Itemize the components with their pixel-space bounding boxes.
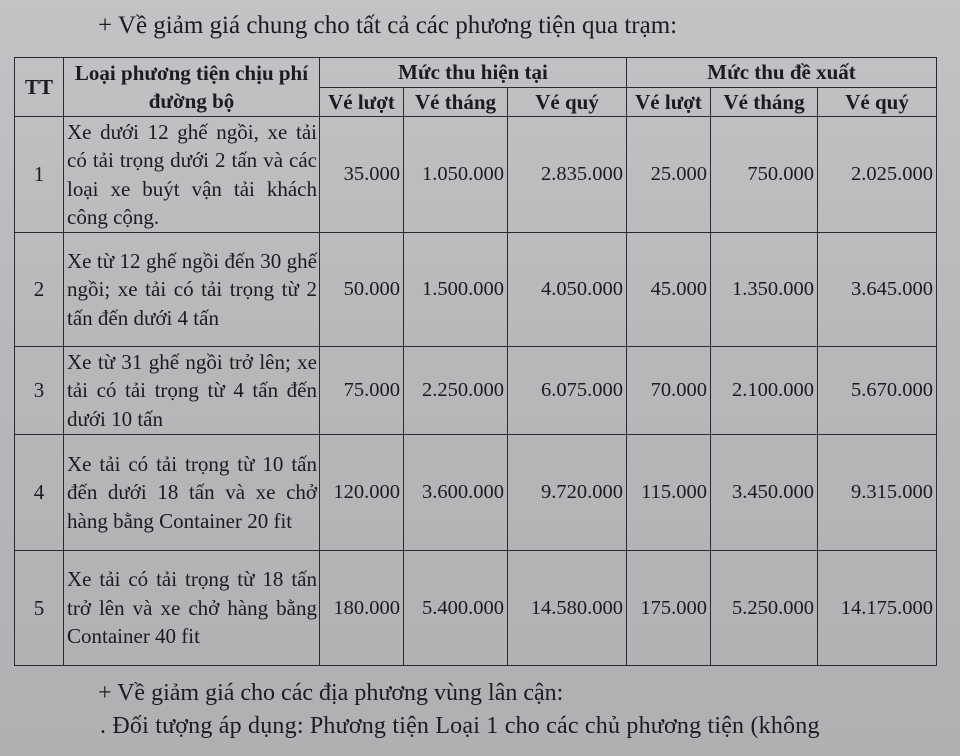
proposed-monthly-cell: 3.450.000 (711, 435, 818, 551)
vehicle-type-cell: Xe tải có tải trọng từ 10 tấn đến dưới 18 tấn và xe chở hàng bằng Container 20 fit (64, 435, 320, 551)
row-number: 4 (15, 435, 64, 551)
vehicle-type-cell: Xe từ 12 ghế ngồi đến 30 ghế ngồi; xe tải có tải trọng từ 2 tấn đến dưới 4 tấn (64, 233, 320, 347)
current-monthly-cell: 5.400.000 (404, 551, 508, 666)
row-number: 2 (15, 233, 64, 347)
table-row (15, 117, 937, 233)
body-text-line: . Đối tượng áp dụng: Phương tiện Loại 1 cho các chủ phương tiện (không (100, 713, 820, 739)
proposed-monthly-cell: 5.250.000 (711, 551, 818, 666)
proposed-single-cell: 175.000 (627, 551, 711, 666)
proposed-quarterly-cell: 3.645.000 (818, 233, 937, 347)
proposed-single-cell: 70.000 (627, 347, 711, 435)
current-single-cell: 35.000 (320, 117, 404, 233)
proposed-quarterly-cell: 2.025.000 (818, 117, 937, 233)
proposed-monthly-cell: 750.000 (711, 117, 818, 233)
current-single-cell: 180.000 (320, 551, 404, 666)
current-quarterly-cell: 14.580.000 (508, 551, 627, 666)
table-row (15, 551, 937, 666)
proposed-monthly-cell: 1.350.000 (711, 233, 818, 347)
proposed-quarterly-cell: 9.315.000 (818, 435, 937, 551)
header-proposed-quarterly: Vé quý (818, 88, 937, 117)
proposed-monthly-cell: 2.100.000 (711, 347, 818, 435)
row-number: 3 (15, 347, 64, 435)
current-monthly-cell: 2.250.000 (404, 347, 508, 435)
current-quarterly-cell: 2.835.000 (508, 117, 627, 233)
row-number: 1 (15, 117, 64, 233)
proposed-single-cell: 45.000 (627, 233, 711, 347)
header-current-single: Vé lượt (320, 88, 404, 117)
header-proposed-single: Vé lượt (627, 88, 711, 117)
header-current-quarterly: Vé quý (508, 88, 627, 117)
proposed-single-cell: 115.000 (627, 435, 711, 551)
header-current-monthly: Vé tháng (404, 88, 508, 117)
proposed-single-cell: 25.000 (627, 117, 711, 233)
header-current-rates: Mức thu hiện tại (320, 58, 627, 88)
header-tt: TT (15, 58, 64, 117)
proposed-quarterly-cell: 14.175.000 (818, 551, 937, 666)
header-proposed-monthly: Vé tháng (711, 88, 818, 117)
header-proposed-rates: Mức thu đề xuất (627, 58, 937, 88)
current-single-cell: 75.000 (320, 347, 404, 435)
toll-fee-table (14, 57, 937, 666)
vehicle-type-cell: Xe từ 31 ghế ngồi trở lên; xe tải có tải trọng từ 4 tấn đến dưới 10 tấn (64, 347, 320, 435)
table-row (15, 347, 937, 435)
header-vehicle-type: Loại phương tiện chịu phí đường bộ (64, 58, 320, 117)
vehicle-type-cell: Xe dưới 12 ghế ngồi, xe tải có tải trọng dưới 2 tấn và các loại xe buýt vận tải khách công cộng. (64, 117, 320, 233)
table-row (15, 233, 937, 347)
current-monthly-cell: 3.600.000 (404, 435, 508, 551)
vehicle-type-cell: Xe tải có tải trọng từ 18 tấn trở lên và xe chở hàng bằng Container 40 fit (64, 551, 320, 666)
row-number: 5 (15, 551, 64, 666)
current-quarterly-cell: 6.075.000 (508, 347, 627, 435)
section-heading: + Về giảm giá cho các địa phương vùng lân cận: (98, 680, 564, 706)
intro-line: + Về giảm giá chung cho tất cả các phương tiện qua trạm: (98, 12, 678, 39)
current-single-cell: 50.000 (320, 233, 404, 347)
proposed-quarterly-cell: 5.670.000 (818, 347, 937, 435)
current-monthly-cell: 1.050.000 (404, 117, 508, 233)
current-single-cell: 120.000 (320, 435, 404, 551)
current-quarterly-cell: 4.050.000 (508, 233, 627, 347)
table-row (15, 435, 937, 551)
current-quarterly-cell: 9.720.000 (508, 435, 627, 551)
current-monthly-cell: 1.500.000 (404, 233, 508, 347)
